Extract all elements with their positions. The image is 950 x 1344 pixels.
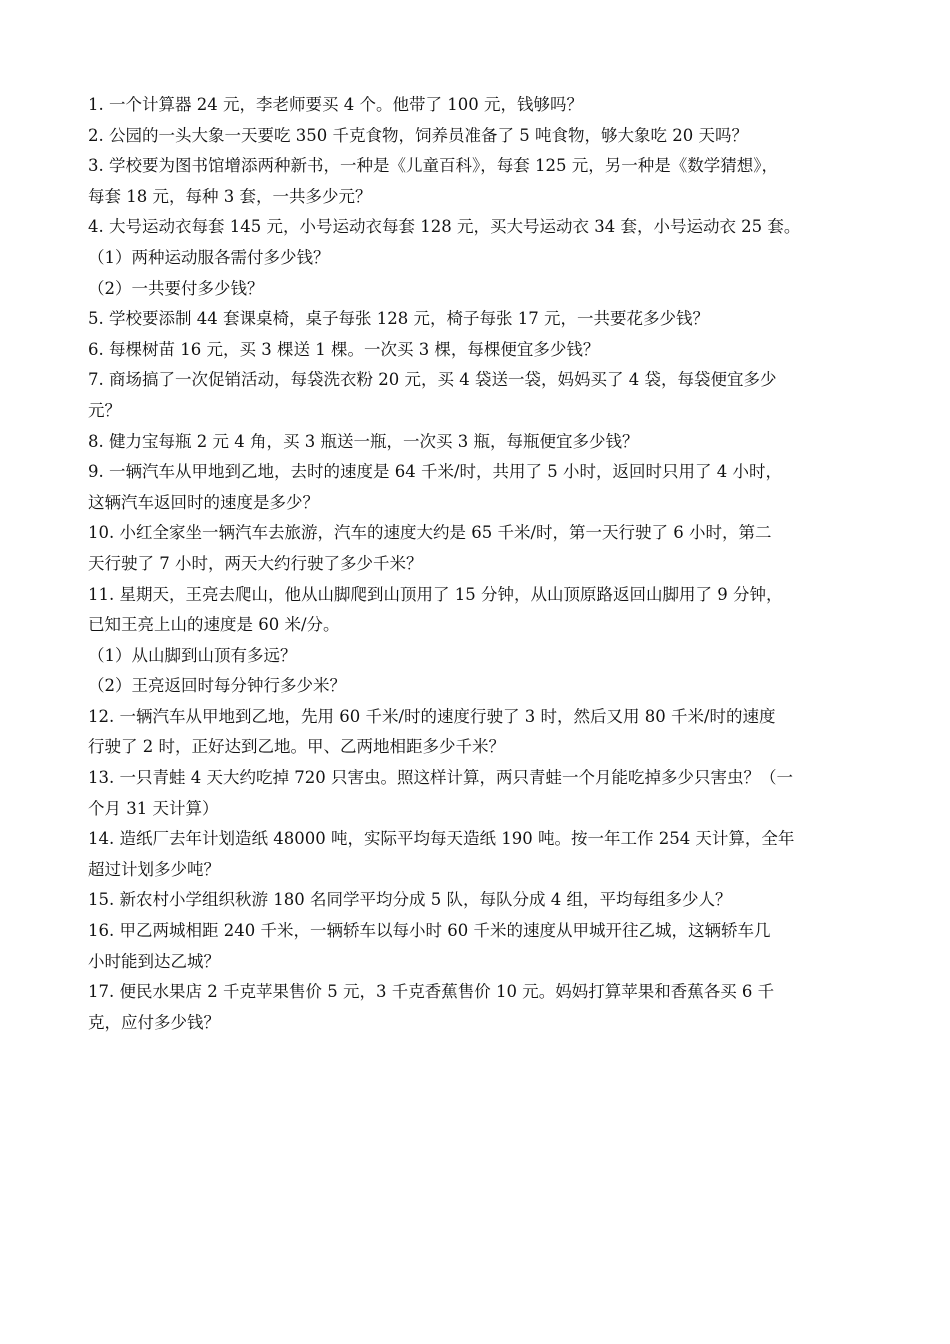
problem-14-line-2: 超过计划多少吨？ (88, 859, 220, 879)
problem-14-line-1: 14. 造纸厂去年计划造纸 48000 吨，实际平均每天造纸 190 吨。按一年工作 254 天计算，全年 (88, 829, 795, 849)
problem-5-line-1: 5. 学校要添制 44 套课桌椅，桌子每张 128 元，椅子每张 17 元，一共要花多少钱？ (88, 309, 709, 329)
problem-15-line-1: 15. 新农村小学组织秋游 180 名同学平均分成 5 队，每队分成 4 组，平均每组多少人？ (88, 890, 732, 910)
problem-17-line-2: 克，应付多少钱？ (88, 1012, 220, 1032)
problem-12-line-2: 行驶了 2 时，正好达到乙地。甲、乙两地相距多少千米？ (88, 737, 505, 757)
problem-13-line-1: 13. 一只青蛙 4 天大约吃掉 720 只害虫。照这样计算，两只青蛙一个月能吃掉多少只害虫？（一 (88, 768, 793, 788)
problem-16-line-1: 16. 甲乙两城相距 240 千米，一辆轿车以每小时 60 千米的速度从甲城开往乙城，这辆轿车几 (88, 921, 771, 941)
problem-11-line-1: 11. 星期天，王亮去爬山，他从山脚爬到山顶用了 15 分钟，从山顶原路返回山脚用了 9 分钟， (88, 584, 783, 604)
problem-13-line-2: 个月 31 天计算） (88, 798, 219, 818)
problem-4-line-1: 4. 大号运动衣每套 145 元，小号运动衣每套 128 元，买大号运动衣 34 套，小号运动衣 25 套。 (88, 217, 801, 237)
problem-16-line-2: 小时能到达乙城？ (88, 951, 220, 971)
problem-17-line-1: 17. 便民水果店 2 千克苹果售价 5 元，3 千克香蕉售价 10 元。妈妈打算苹果和香蕉各买 6 千 (88, 982, 775, 1002)
problem-11-line-2: 已知王亮上山的速度是 60 米/分。 (88, 615, 340, 635)
problem-11-subquestion-1: （1）从山脚到山顶有多远？ (88, 645, 297, 665)
problem-12-line-1: 12. 一辆汽车从甲地到乙地，先用 60 千米/时的速度行驶了 3 时，然后又用 80 千米/时的速度 (88, 706, 776, 726)
problem-6-line-1: 6. 每棵树苗 16 元，买 3 棵送 1 棵。一次买 3 棵，每棵便宜多少钱？ (88, 339, 600, 359)
problem-4-subquestion-2: （2）一共要付多少钱？ (88, 278, 264, 298)
problem-9-line-2: 这辆汽车返回时的速度是多少？ (88, 492, 319, 512)
problem-8-line-1: 8. 健力宝每瓶 2 元 4 角，买 3 瓶送一瓶，一次买 3 瓶，每瓶便宜多少钱？ (88, 431, 639, 451)
problem-3-line-1: 3. 学校要为图书馆增添两种新书，一种是《儿童百科》，每套 125 元，另一种是《数学猜想》， (88, 156, 778, 176)
problem-9-line-1: 9. 一辆汽车从甲地到乙地，去时的速度是 64 千米/时，共用了 5 小时，返回时只用了 4 小时， (88, 462, 783, 482)
problem-2-line-1: 2. 公园的一头大象一天要吃 350 千克食物，饲养员准备了 5 吨食物，够大象吃 20 天吗？ (88, 125, 748, 145)
problem-10-line-1: 10. 小红全家坐一辆汽车去旅游，汽车的速度大约是 65 千米/时，第一天行驶了 6 小时，第二 (88, 523, 772, 543)
problem-7-line-2: 元？ (88, 400, 121, 420)
problem-1-line-1: 1. 一个计算器 24 元，李老师要买 4 个。他带了 100 元，钱够吗？ (88, 95, 583, 114)
problem-3-line-2: 每套 18 元，每种 3 套，一共多少元？ (88, 186, 372, 206)
worksheet-page (88, 90, 868, 1038)
problem-4-subquestion-1: （1）两种运动服各需付多少钱？ (88, 247, 330, 267)
problem-11-subquestion-2: （2）王亮返回时每分钟行多少米？ (88, 676, 346, 696)
problem-7-line-1: 7. 商场搞了一次促销活动，每袋洗衣粉 20 元，买 4 袋送一袋，妈妈买了 4 袋，每袋便宜多少 (88, 370, 777, 390)
problem-10-line-2: 天行驶了 7 小时，两天大约行驶了多少千米？ (88, 553, 423, 573)
